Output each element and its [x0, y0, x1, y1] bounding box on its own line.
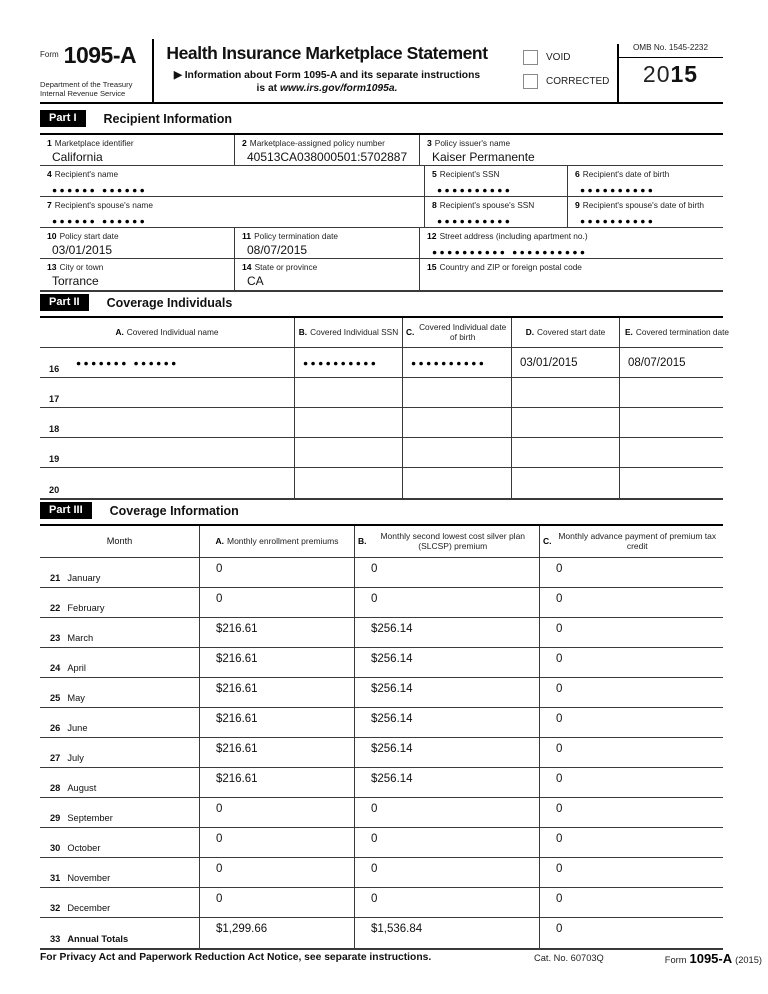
month-cell: 23 March	[40, 618, 200, 647]
irs-url: www.irs.gov/form1095a.	[279, 82, 398, 94]
part1-header	[40, 110, 232, 127]
table-row	[40, 858, 723, 888]
monthly-aptc: 0	[556, 653, 563, 665]
table-row	[40, 588, 723, 618]
month-cell: 28 August	[40, 768, 200, 797]
covered-individual-name: 16 ●●●●●●● ●●●●●●	[40, 348, 295, 377]
covered-termination-date	[620, 378, 723, 407]
monthly-aptc: 0	[556, 833, 563, 845]
month-cell: 24 April	[40, 648, 200, 677]
monthly-enrollment-premium: 0	[200, 828, 355, 857]
agency-block	[40, 80, 132, 98]
monthly-aptc: 0	[556, 863, 563, 875]
month-cell: 22 February	[40, 588, 200, 617]
recipient-information-table	[40, 133, 723, 292]
instructions-line2-prefix: is at	[256, 82, 280, 94]
monthly-aptc: 0	[556, 743, 563, 755]
covered-termination-date	[620, 468, 723, 498]
corrected-checkbox[interactable]	[523, 74, 538, 89]
monthly-aptc: 0	[556, 713, 563, 725]
monthly-slcsp-premium: 0	[355, 888, 540, 917]
month-cell: 31 November	[40, 858, 200, 887]
table-row	[40, 348, 723, 378]
monthly-aptc: 0	[556, 563, 563, 575]
omb-number: OMB No. 1545-2232	[618, 36, 723, 58]
covered-individual-dob	[403, 378, 512, 407]
month-cell: 29 September	[40, 798, 200, 827]
covered-individual-name: 18	[40, 408, 295, 437]
month-cell: 33 Annual Totals	[40, 918, 200, 948]
coverage-information-table	[40, 524, 723, 950]
covered-individual-dob	[403, 438, 512, 467]
form-number-block	[40, 36, 150, 102]
field-state: 14 State or province CA	[235, 259, 420, 290]
checkbox-block	[523, 50, 609, 98]
monthly-enrollment-premium: $216.61	[200, 678, 355, 707]
covered-start-date: 03/01/2015	[512, 348, 620, 377]
covered-individual-ssn	[295, 468, 403, 498]
part1-badge: Part I	[40, 110, 86, 127]
covered-start-date	[512, 378, 620, 407]
footer-form-id: Form 1095-A (2015)	[664, 951, 762, 966]
table-row	[40, 558, 723, 588]
monthly-aptc: 0	[556, 623, 563, 635]
covered-termination-date	[620, 408, 723, 437]
table-row	[40, 768, 723, 798]
covered-termination-date: 08/07/2015	[628, 356, 686, 369]
month-cell: 32 December	[40, 888, 200, 917]
part3-badge: Part III	[40, 502, 92, 519]
monthly-enrollment-premium: 0	[200, 858, 355, 887]
field-recipient-ssn: 5 Recipient's SSN ●●●●●●●●●●	[425, 166, 568, 196]
part2-badge: Part II	[40, 294, 89, 311]
monthly-enrollment-premium: $216.61	[200, 618, 355, 647]
covered-individual-name: 20	[40, 468, 295, 498]
monthly-slcsp-premium: 0	[355, 588, 540, 617]
monthly-slcsp-premium: 0	[355, 558, 540, 587]
right-arrow-icon: ▶	[173, 70, 182, 81]
monthly-enrollment-premium: 0	[200, 588, 355, 617]
covered-termination-date	[620, 438, 723, 467]
covered-individual-ssn	[295, 438, 403, 467]
annual-total-slcsp: $1,536.84	[355, 918, 540, 948]
month-cell: 25 May	[40, 678, 200, 707]
part2-title: Coverage Individuals	[106, 295, 233, 310]
monthly-enrollment-premium: 0	[200, 798, 355, 827]
monthly-aptc: 0	[556, 893, 563, 905]
instructions-line1: Information about Form 1095-A and its separate instructions	[184, 70, 481, 81]
month-cell: 21 January	[40, 558, 200, 587]
void-checkbox[interactable]	[523, 50, 538, 65]
annual-totals-row	[40, 918, 723, 948]
corrected-label: CORRECTED	[546, 76, 610, 87]
annual-total-premium: $1,299.66	[200, 918, 355, 948]
field-spouse-ssn: 8 Recipient's spouse's SSN ●●●●●●●●●●	[425, 197, 568, 227]
field-marketplace-identifier: 1 Marketplace identifier California	[40, 135, 235, 165]
table-row	[40, 798, 723, 828]
field-street-address: 12 Street address (including apartment no.) ●●●●●●●●●● ●●●●●●●●●●	[427, 231, 588, 257]
field-city: 13 City or town Torrance	[40, 259, 235, 290]
monthly-enrollment-premium: $216.61	[200, 738, 355, 767]
field-spouse-dob: 9 Recipient's spouse's date of birth ●●●●●●●●●●	[575, 200, 705, 226]
covered-individual-ssn: ●●●●●●●●●●	[295, 348, 403, 377]
monthly-aptc: 0	[556, 773, 563, 785]
monthly-enrollment-premium: 0	[200, 888, 355, 917]
month-cell: 30 October	[40, 828, 200, 857]
monthly-slcsp-premium: $256.14	[355, 768, 540, 797]
omb-year-block	[618, 36, 723, 102]
form-number: 1095-A	[63, 42, 137, 68]
covered-individual-ssn	[295, 408, 403, 437]
form-word: Form	[40, 50, 59, 59]
monthly-aptc: 0	[556, 593, 563, 605]
monthly-slcsp-premium: $256.14	[355, 648, 540, 677]
field-spouse-name: 7 Recipient's spouse's name ●●●●●● ●●●●●●	[40, 197, 425, 227]
monthly-aptc: 0	[556, 803, 563, 815]
table-row	[40, 378, 723, 408]
agency-line1: Department of the Treasury	[40, 80, 133, 89]
monthly-enrollment-premium: $216.61	[200, 648, 355, 677]
field-policy-number: 2 Marketplace-assigned policy number 40513CA038000501:5702887	[235, 135, 420, 165]
field-policy-termination-date: 11 Policy termination date 08/07/2015	[235, 228, 420, 258]
covered-individual-ssn	[295, 378, 403, 407]
month-cell: 27 July	[40, 738, 200, 767]
field-policy-start-date: 10 Policy start date 03/01/2015	[40, 228, 235, 258]
covered-start-date	[512, 438, 620, 467]
table-row	[40, 678, 723, 708]
monthly-enrollment-premium: $216.61	[200, 768, 355, 797]
monthly-slcsp-premium: 0	[355, 828, 540, 857]
monthly-slcsp-premium: 0	[355, 798, 540, 827]
monthly-enrollment-premium: $216.61	[200, 708, 355, 737]
tax-year: 2015	[642, 61, 699, 87]
part1-title: Recipient Information	[103, 111, 232, 126]
agency-line2: Internal Revenue Service	[40, 89, 126, 98]
table-row	[40, 708, 723, 738]
covered-individual-dob	[403, 408, 512, 437]
monthly-aptc: 0	[556, 683, 563, 695]
page-title: Health Insurance Marketplace Statement	[166, 43, 488, 63]
annual-total-aptc: 0	[556, 923, 563, 935]
month-cell: 26 June	[40, 708, 200, 737]
table-row	[40, 648, 723, 678]
covered-individual-dob	[403, 468, 512, 498]
form-footer	[40, 951, 762, 967]
form-header	[40, 36, 723, 104]
table-row	[40, 438, 723, 468]
table-row	[40, 618, 723, 648]
covered-individual-name: 17	[40, 378, 295, 407]
covered-individual-name: 19	[40, 438, 295, 467]
coverage-individuals-table	[40, 316, 730, 500]
catalog-number: Cat. No. 60703Q	[534, 953, 604, 963]
monthly-slcsp-premium: 0	[355, 858, 540, 887]
table-row	[40, 738, 723, 768]
part3-title: Coverage Information	[109, 503, 239, 518]
part3-header	[40, 502, 239, 519]
table-row	[40, 468, 723, 498]
monthly-slcsp-premium: $256.14	[355, 618, 540, 647]
monthly-enrollment-premium: 0	[200, 558, 355, 587]
field-country-zip: 15 Country and ZIP or foreign postal code	[427, 262, 582, 272]
table-row	[40, 888, 723, 918]
instructions-note	[154, 70, 500, 95]
table-row	[40, 828, 723, 858]
table-row	[40, 408, 723, 438]
void-label: VOID	[546, 52, 571, 63]
part2-header	[40, 294, 232, 311]
table-header-row: Month A. Monthly enrollment premiums B. Monthly second lowest cost silver plan (SLCSP) premium C. Monthly advance payment of premium tax credit	[40, 526, 723, 558]
monthly-slcsp-premium: $256.14	[355, 708, 540, 737]
monthly-slcsp-premium: $256.14	[355, 738, 540, 767]
privacy-notice: For Privacy Act and Paperwork Reduction Act Notice, see separate instructions.	[40, 952, 432, 963]
title-block	[154, 36, 500, 95]
monthly-slcsp-premium: $256.14	[355, 678, 540, 707]
covered-start-date	[512, 468, 620, 498]
table-header-row: A. Covered Individual name B. Covered Individual SSN C. Covered Individual date of birth D. Covered start date E. Covered termination date	[40, 318, 723, 348]
field-recipient-name: 4 Recipient's name ●●●●●● ●●●●●●	[40, 166, 425, 196]
covered-start-date	[512, 408, 620, 437]
covered-individual-dob: ●●●●●●●●●●	[403, 348, 512, 377]
field-recipient-dob: 6 Recipient's date of birth ●●●●●●●●●●	[575, 169, 670, 195]
field-policy-issuer: 3 Policy issuer's name Kaiser Permanente	[427, 138, 535, 164]
